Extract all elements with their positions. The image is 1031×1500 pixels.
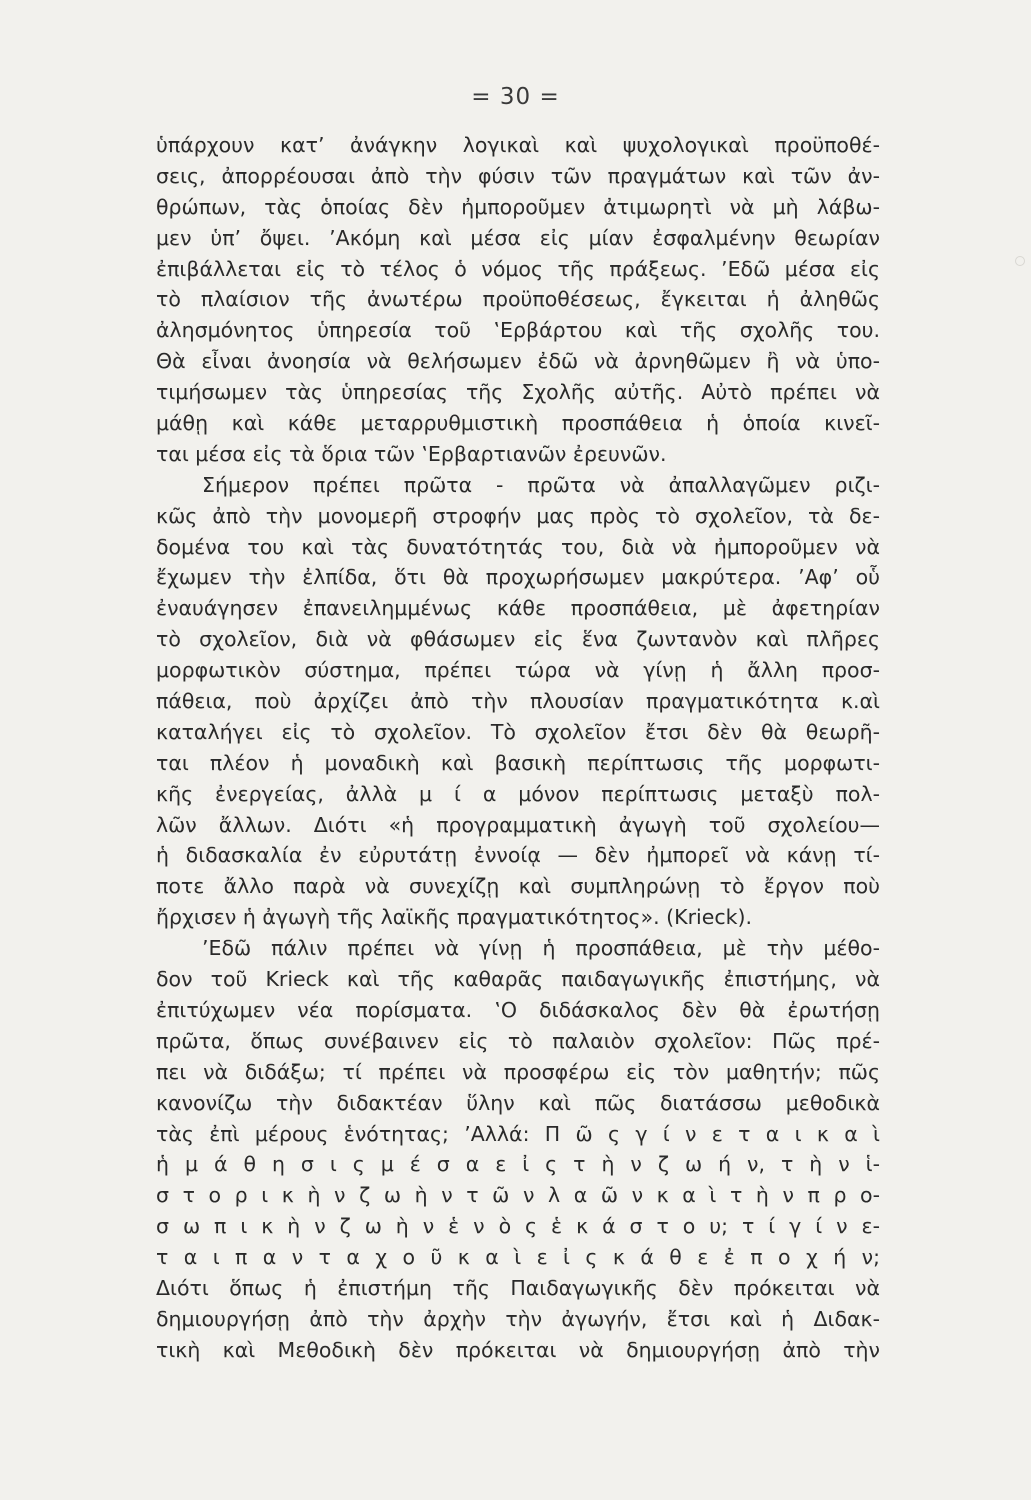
- text-line: Διότι ὅπως ἡ ἐπιστήμη τῆς Παιδαγωγικῆς δὲν πρόκειται νὰ: [156, 1275, 880, 1300]
- text-line: Σήμερον πρέπει πρῶτα - πρῶτα νὰ ἀπαλλαγῶμεν ριζι-: [202, 472, 880, 497]
- text-line: τὰς ἐπὶ μέρους ἑνότητας; ’Αλλά: Π ῶ ς γ ί ν ε τ α ι κ α ὶ: [156, 1121, 880, 1146]
- text-line: μάθῃ καὶ κάθε μεταρρυθμιστικὴ προσπάθεια ἡ ὁποία κινεῖ-: [156, 411, 880, 436]
- text-line: ἀλησμόνητος ὑπηρεσία τοῦ ‛Ερβάρτου καὶ τῆς σχολῆς του.: [156, 318, 880, 343]
- text-line: ἔχωμεν τὴν ἐλπίδα, ὅτι θὰ προχωρήσωμεν μακρύτερα. ’Αφ’ οὗ: [156, 565, 880, 590]
- text-line: σ ω π ι κ ὴ ν ζ ω ὴ ν ἑ ν ὸ ς ἑ κ ά σ τ ο υ; τ ί γ ί ν ε-: [156, 1214, 880, 1239]
- text-line: πρῶτα, ὅπως συνέβαινεν εἰς τὸ παλαιὸν σχολεῖον: Πῶς πρέ-: [156, 1028, 880, 1053]
- text-line: ’Εδῶ πάλιν πρέπει νὰ γίνῃ ἡ προσπάθεια, μὲ τὴν μέθο-: [202, 936, 880, 961]
- text-line: ται πλέον ἡ μοναδικὴ καὶ βασικὴ περίπτωσις τῆς μορφωτι-: [156, 750, 880, 775]
- text-line: ποτε ἄλλο παρὰ νὰ συνεχίζῃ καὶ συμπληρώνῃ τὸ ἔργον ποὺ: [156, 874, 880, 899]
- text-line: κῶς ἀπὸ τὴν μονομερῆ στροφήν μας πρὸς τὸ σχολεῖον, τὰ δε-: [156, 503, 880, 528]
- text-line: σεις, ἀπορρέουσαι ἀπὸ τὴν φύσιν τῶν πραγμάτων καὶ τῶν ἀν-: [156, 163, 880, 188]
- page-number: = 30 =: [471, 84, 560, 110]
- text-line: δημιουργήσῃ ἀπὸ τὴν ἀρχὴν τὴν ἀγωγήν, ἔτσι καὶ ἡ Διδακ-: [156, 1306, 880, 1331]
- text-line: τὸ σχολεῖον, διὰ νὰ φθάσωμεν εἰς ἕνα ζωντανὸν καὶ πλῆρες: [156, 627, 880, 652]
- text-line: ἐπιβάλλεται εἰς τὸ τέλος ὁ νόμος τῆς πράξεως. ’Εδῶ μέσα εἰς: [156, 256, 880, 281]
- text-line: καταλήγει εἰς τὸ σχολεῖον. Τὸ σχολεῖον ἔτσι δὲν θὰ θεωρῆ-: [156, 719, 880, 744]
- text-line: τ α ι π α ν τ α χ ο ῦ κ α ὶ ε ἰ ς κ ά θ ε ἐ π ο χ ή ν;: [156, 1245, 880, 1270]
- text-line: ἡ διδασκαλία ἐν εὐρυτάτῃ ἐννοίᾳ — δὲν ἠμπορεῖ νὰ κάνῃ τί-: [156, 843, 880, 868]
- text-line: λῶν ἄλλων. Διότι «ἡ προγραμματικὴ ἀγωγὴ τοῦ σχολείου—: [156, 812, 880, 837]
- text-line: κανονίζω τὴν διδακτέαν ὕλην καὶ πῶς διατάσσω μεθοδικὰ: [156, 1090, 880, 1115]
- text-line: δον τοῦ Krieck καὶ τῆς καθαρᾶς παιδαγωγικῆς ἐπιστήμης, νὰ: [156, 967, 880, 992]
- text-line: τικὴ καὶ Μεθοδικὴ δὲν πρόκειται νὰ δημιουργήσῃ ἀπὸ τὴν: [156, 1337, 880, 1362]
- text-line: τὸ πλαίσιον τῆς ἀνωτέρω προϋποθέσεως, ἔγκειται ἡ ἀληθῶς: [156, 287, 880, 312]
- text-line: μορφωτικὸν σύστημα, πρέπει τώρα νὰ γίνῃ ἡ ἄλλη προσ-: [156, 658, 880, 683]
- text-line: πει νὰ διδάξω; τί πρέπει νὰ προσφέρω εἰς τὸν μαθητήν; πῶς: [156, 1059, 880, 1084]
- text-line: ἡ μ ά θ η σ ι ς μ έ σ α ε ἰ ς τ ὴ ν ζ ω ή ν, τ ὴ ν ἱ-: [156, 1152, 880, 1177]
- text-line: ται μέσα εἰς τὰ ὅρια τῶν ‛Ερβαρτιανῶν ἐρευνῶν.: [156, 441, 667, 466]
- text-line: κῆς ἐνεργείας, ἀλλὰ μ ί α μόνον περίπτωσις μεταξὺ πολ-: [156, 781, 880, 806]
- text-line: δομένα του καὶ τὰς δυνατότητάς του, διὰ νὰ ἠμποροῦμεν νὰ: [156, 534, 880, 559]
- text-line: τιμήσωμεν τὰς ὑπηρεσίας τῆς Σχολῆς αὐτῆς. Αὐτὸ πρέπει νὰ: [156, 380, 880, 405]
- text-line: ἤρχισεν ἡ ἀγωγὴ τῆς λαϊκῆς πραγματικότητος». (Krieck).: [156, 905, 752, 930]
- text-line: ὑπάρχουν κατ’ ἀνάγκην λογικαὶ καὶ ψυχολογικαὶ προϋποθέ-: [156, 133, 880, 157]
- text-line: θρώπων, τὰς ὁποίας δὲν ἠμποροῦμεν ἀτιμωρητὶ νὰ μὴ λάβω-: [156, 194, 880, 219]
- text-line: πάθεια, ποὺ ἀρχίζει ἀπὸ τὴν πλουσίαν πραγματικότητα κ.αὶ: [156, 689, 880, 714]
- text-line: μεν ὑπ’ ὄψει. ’Ακόμη καὶ μέσα εἰς μίαν ἐσφαλμένην θεωρίαν: [156, 225, 880, 250]
- margin-ring-mark: [1015, 256, 1025, 266]
- text-line: Θὰ εἶναι ἀνοησία νὰ θελήσωμεν ἐδῶ νὰ ἀρνηθῶμεν ἢ νὰ ὑπο-: [156, 349, 880, 374]
- body-text: [156, 130, 880, 1366]
- text-line: σ τ ο ρ ι κ ὴ ν ζ ω ὴ ν τ ῶ ν λ α ῶ ν κ α ὶ τ ὴ ν π ρ ο-: [156, 1183, 880, 1208]
- text-line: ἐπιτύχωμεν νέα πορίσματα. ‛Ο διδάσκαλος δὲν θὰ ἐρωτήσῃ: [156, 997, 880, 1022]
- text-line: ἐναυάγησεν ἐπανειλημμένως κάθε προσπάθεια, μὲ ἀφετηρίαν: [156, 596, 880, 621]
